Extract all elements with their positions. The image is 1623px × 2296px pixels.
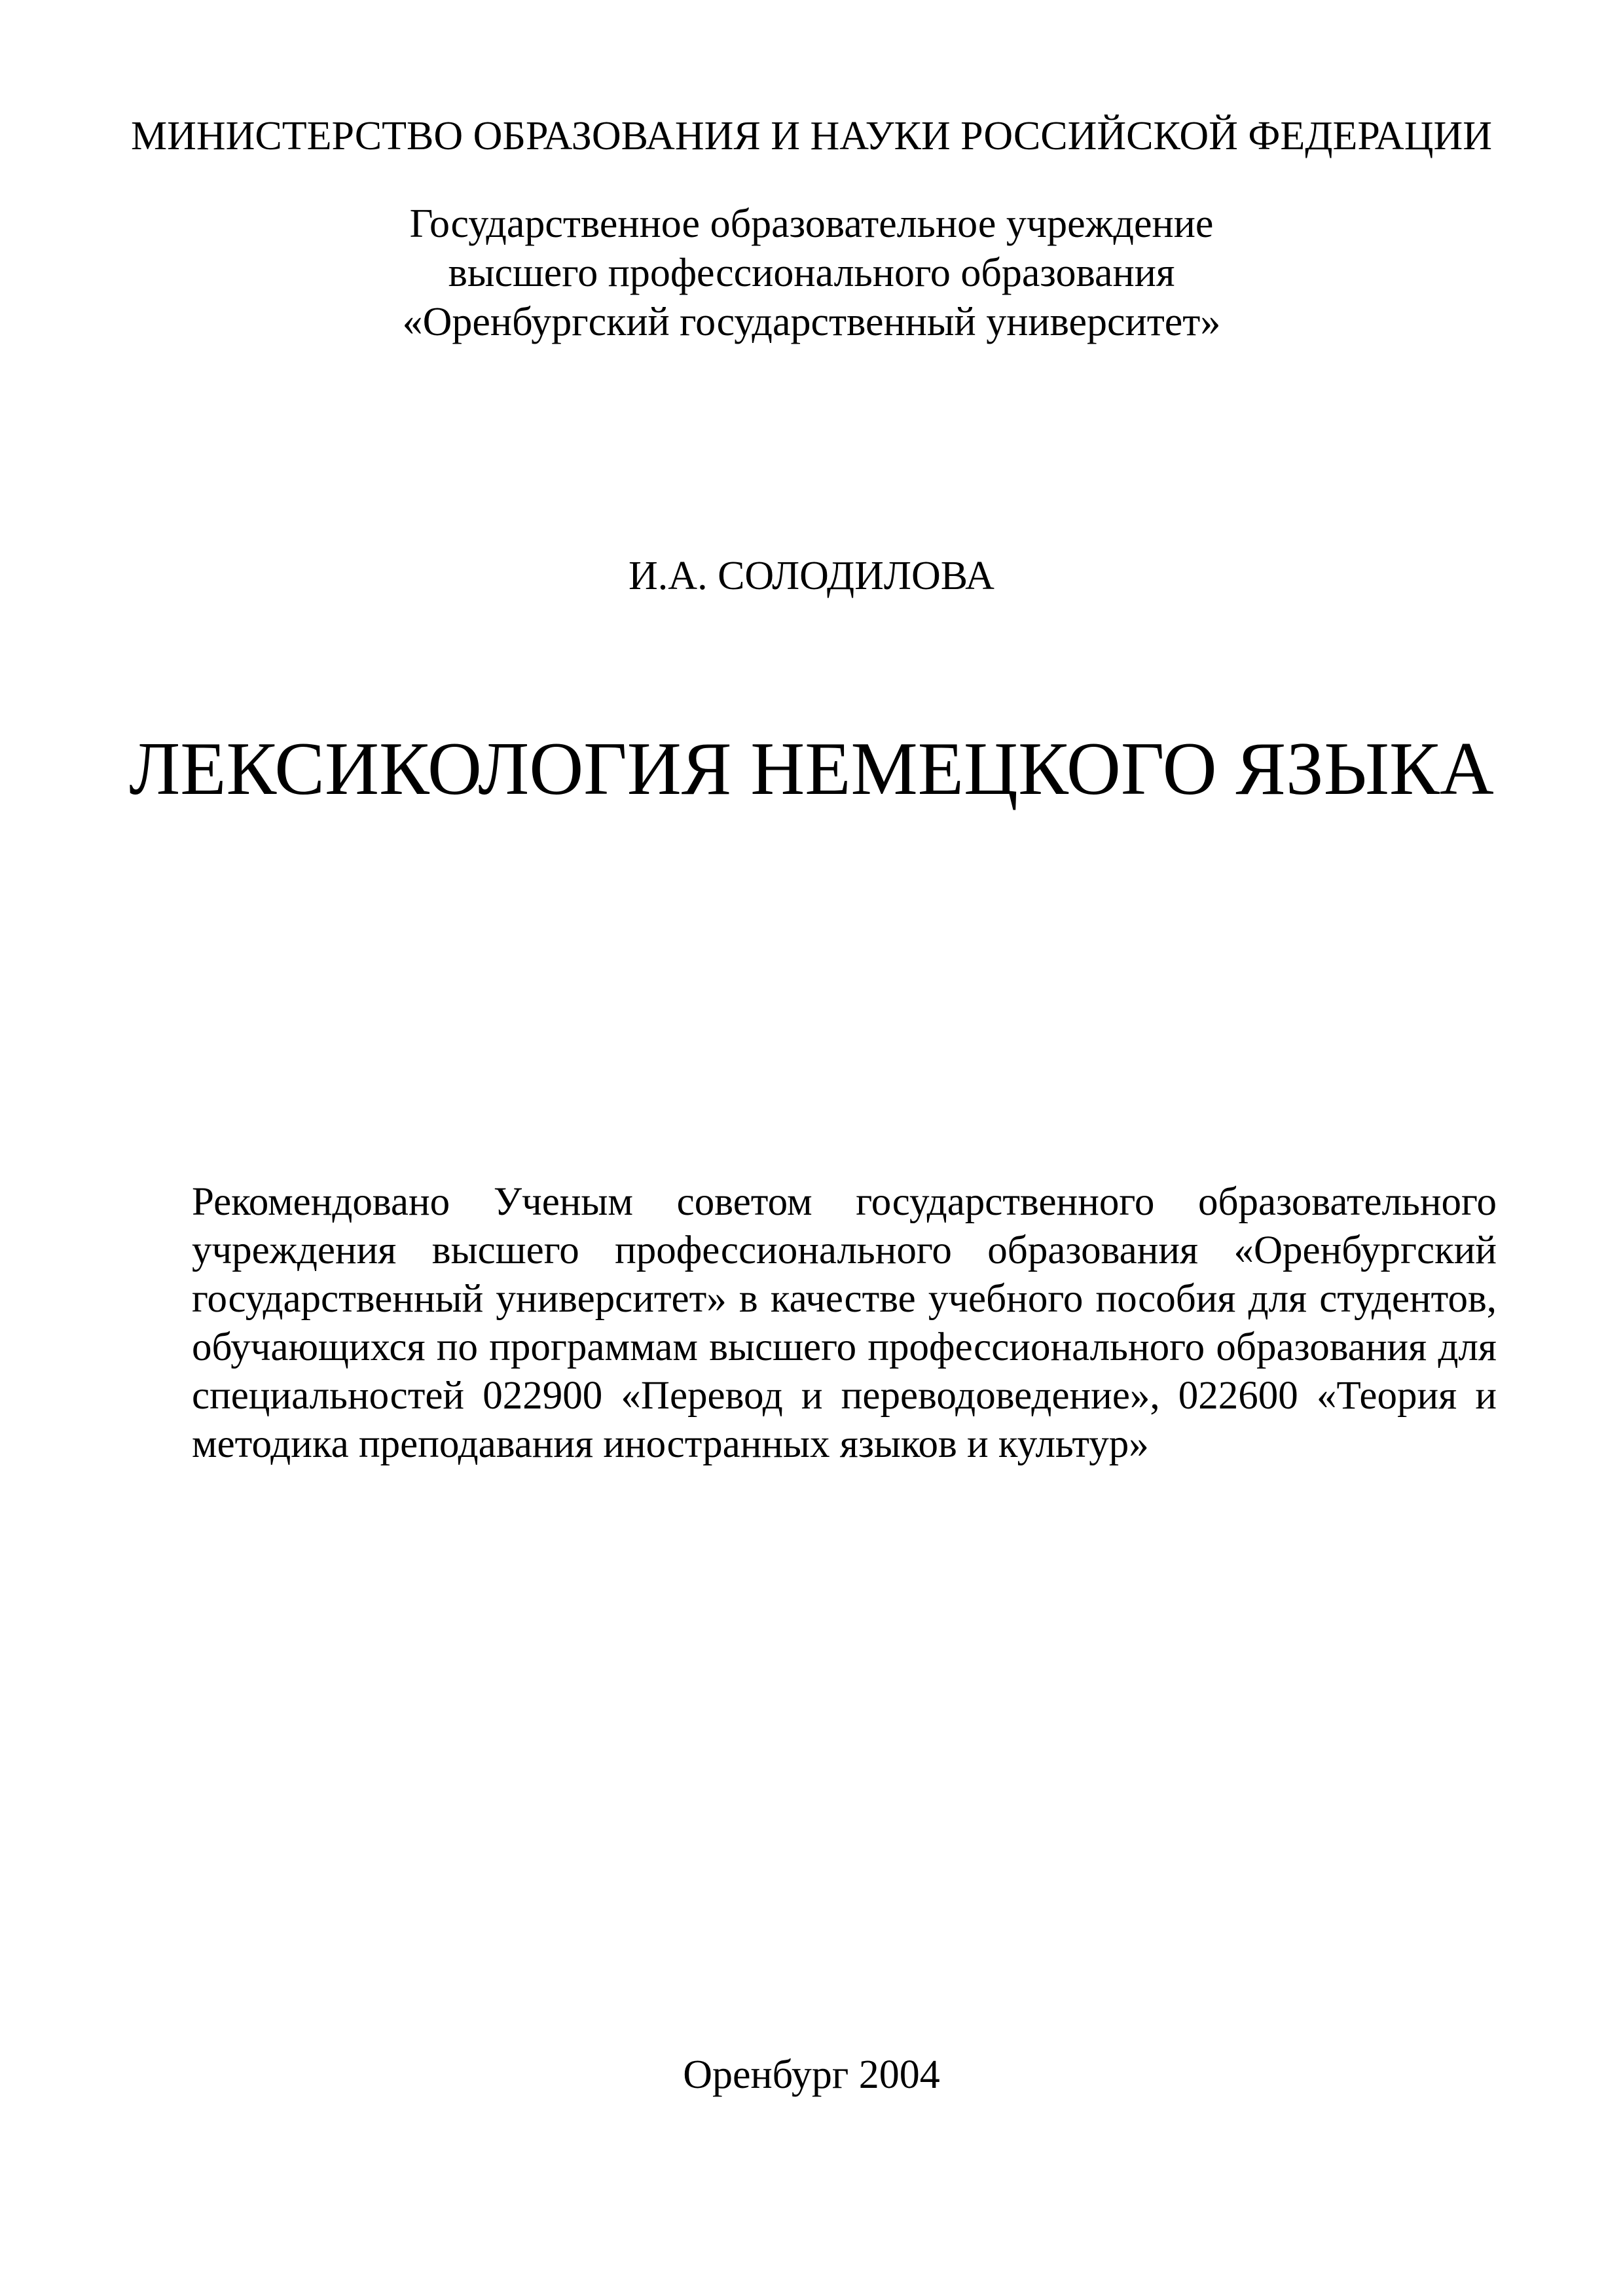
place-and-year: Оренбург 2004 (683, 2053, 940, 2097)
institution-line-2: высшего профессионального образования (448, 251, 1175, 295)
recommendation-line-2: учреждения высшего профессионального образования «Оренбургский (192, 1229, 1497, 1272)
book-title: ЛЕКСИКОЛОГИЯ НЕМЕЦКОГО ЯЗЫКА (129, 727, 1494, 810)
recommendation-line-4: обучающихся по программам высшего профессионального образования для (192, 1325, 1497, 1369)
institution-line-1: Государственное образовательное учреждение (409, 202, 1214, 246)
institution-block (0, 200, 1623, 347)
recommendation-line-5: специальностей 022900 «Перевод и переводоведение», 022600 «Теория и (192, 1374, 1497, 1418)
recommendation-line-6: методика преподавания иностранных языков и культур» (192, 1422, 1149, 1466)
author-name: И.А. СОЛОДИЛОВА (629, 554, 994, 598)
recommendation-line-3: государственный университет» в качестве учебного пособия для студентов, (192, 1277, 1497, 1321)
institution-line-3: «Оренбургский государственный университет» (402, 300, 1221, 344)
recommendation-paragraph (192, 1178, 1497, 1469)
recommendation-line-1: Рекомендовано Ученым советом государственного образовательного (192, 1180, 1497, 1224)
ministry-heading: МИНИСТЕРСТВО ОБРАЗОВАНИЯ И НАУКИ РОССИЙСКОЙ ФЕДЕРАЦИИ (130, 114, 1493, 158)
